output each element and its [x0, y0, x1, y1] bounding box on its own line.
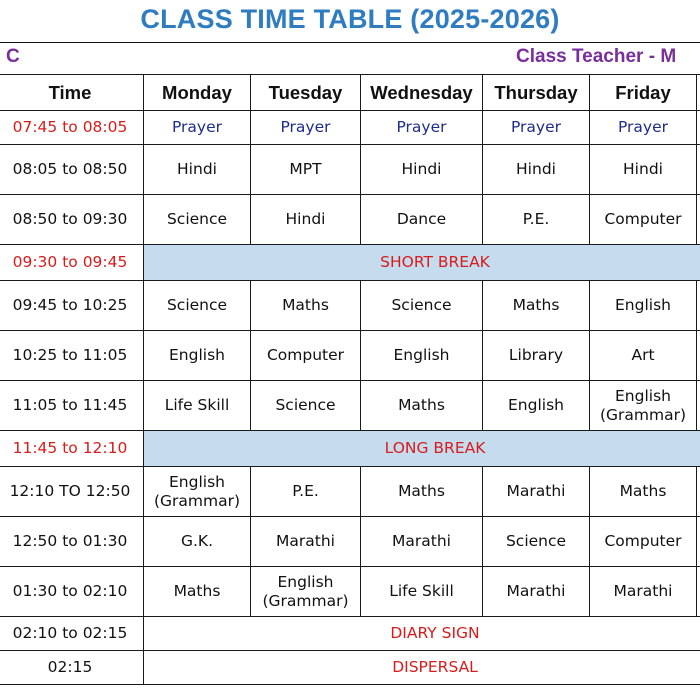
subject-cell: English [361, 331, 483, 381]
header-time: Time [0, 75, 144, 111]
subject-cell: Life Skill [144, 381, 251, 431]
subject-cell: Art [590, 331, 697, 381]
table-row [0, 281, 700, 331]
time-cell: 08:05 to 08:50 [0, 145, 144, 195]
timetable-body [0, 111, 700, 685]
break-cell: LONG BREAK [144, 431, 700, 467]
header-monday: Monday [144, 75, 251, 111]
table-row [0, 467, 700, 517]
time-cell: 09:30 to 09:45 [0, 245, 144, 281]
subject-cell: Hindi [483, 145, 590, 195]
subject-cell: Marathi [483, 567, 590, 617]
subject-cell: Hindi [361, 145, 483, 195]
time-cell: 12:10 TO 12:50 [0, 467, 144, 517]
header-wednesday: Wednesday [361, 75, 483, 111]
subject-cell: Maths [144, 567, 251, 617]
subject-cell: Prayer [590, 111, 697, 145]
table-row [0, 651, 700, 685]
time-cell: 11:05 to 11:45 [0, 381, 144, 431]
class-label: C [6, 46, 20, 67]
subject-cell: Computer [590, 195, 697, 245]
table-row [0, 331, 700, 381]
subject-cell: Marathi [590, 567, 697, 617]
time-cell: 08:50 to 09:30 [0, 195, 144, 245]
header-thursday: Thursday [483, 75, 590, 111]
subject-cell: English [144, 331, 251, 381]
subject-cell: Prayer [144, 111, 251, 145]
table-row [0, 145, 700, 195]
subject-cell: G.K. [144, 517, 251, 567]
extra-cell [697, 195, 700, 245]
time-cell: 02:15 [0, 651, 144, 685]
header-row [0, 75, 700, 111]
table-row [0, 431, 700, 467]
subject-cell: Prayer [251, 111, 361, 145]
subject-cell: Science [144, 281, 251, 331]
subject-cell: Prayer [361, 111, 483, 145]
time-cell: 07:45 to 08:05 [0, 111, 144, 145]
table-row [0, 111, 700, 145]
subject-cell: Computer [590, 517, 697, 567]
subject-cell: Science [144, 195, 251, 245]
table-row [0, 567, 700, 617]
footer-cell: DIARY SIGN [144, 617, 700, 651]
extra-cell [697, 467, 700, 517]
subject-cell: Maths [361, 381, 483, 431]
time-cell: 10:25 to 11:05 [0, 331, 144, 381]
table-row [0, 245, 700, 281]
extra-cell [697, 567, 700, 617]
subject-cell: P.E. [483, 195, 590, 245]
footer-cell: DISPERSAL [144, 651, 700, 685]
subject-cell: English (Grammar) [590, 381, 697, 431]
subject-cell: MPT [251, 145, 361, 195]
subject-cell: Hindi [590, 145, 697, 195]
subject-cell: Maths [590, 467, 697, 517]
subject-cell: Science [251, 381, 361, 431]
subject-cell: English (Grammar) [251, 567, 361, 617]
header-tuesday: Tuesday [251, 75, 361, 111]
break-cell: SHORT BREAK [144, 245, 700, 281]
extra-cell [697, 145, 700, 195]
time-cell: 09:45 to 10:25 [0, 281, 144, 331]
subject-cell: Library [483, 331, 590, 381]
subject-cell: Marathi [483, 467, 590, 517]
extra-cell [697, 331, 700, 381]
header-extra [697, 75, 700, 111]
subject-cell: Life Skill [361, 567, 483, 617]
subject-cell: Science [483, 517, 590, 567]
subject-cell: P.E. [251, 467, 361, 517]
table-row [0, 617, 700, 651]
subject-cell: Maths [361, 467, 483, 517]
subject-cell: Dance [361, 195, 483, 245]
class-info-bar [0, 42, 700, 75]
table-row [0, 381, 700, 431]
time-cell: 02:10 to 02:15 [0, 617, 144, 651]
extra-cell [697, 517, 700, 567]
subject-cell: English [590, 281, 697, 331]
page-title: CLASS TIME TABLE (2025-2026) [140, 4, 560, 34]
header-friday: Friday [590, 75, 697, 111]
subject-cell: Prayer [483, 111, 590, 145]
subject-cell: Marathi [361, 517, 483, 567]
extra-cell [697, 281, 700, 331]
subject-cell: Maths [251, 281, 361, 331]
subject-cell: English [483, 381, 590, 431]
subject-cell: Science [361, 281, 483, 331]
subject-cell: English (Grammar) [144, 467, 251, 517]
time-cell: 01:30 to 02:10 [0, 567, 144, 617]
time-cell: 11:45 to 12:10 [0, 431, 144, 467]
subject-cell: Maths [483, 281, 590, 331]
subject-cell: Computer [251, 331, 361, 381]
class-teacher-label: Class Teacher - M [516, 46, 677, 67]
extra-cell [697, 111, 700, 145]
table-row [0, 195, 700, 245]
subject-cell: Hindi [251, 195, 361, 245]
table-row [0, 517, 700, 567]
time-cell: 12:50 to 01:30 [0, 517, 144, 567]
subject-cell: Marathi [251, 517, 361, 567]
subject-cell: Hindi [144, 145, 251, 195]
timetable [0, 74, 700, 685]
extra-cell [697, 381, 700, 431]
timetable-grid [0, 74, 700, 700]
